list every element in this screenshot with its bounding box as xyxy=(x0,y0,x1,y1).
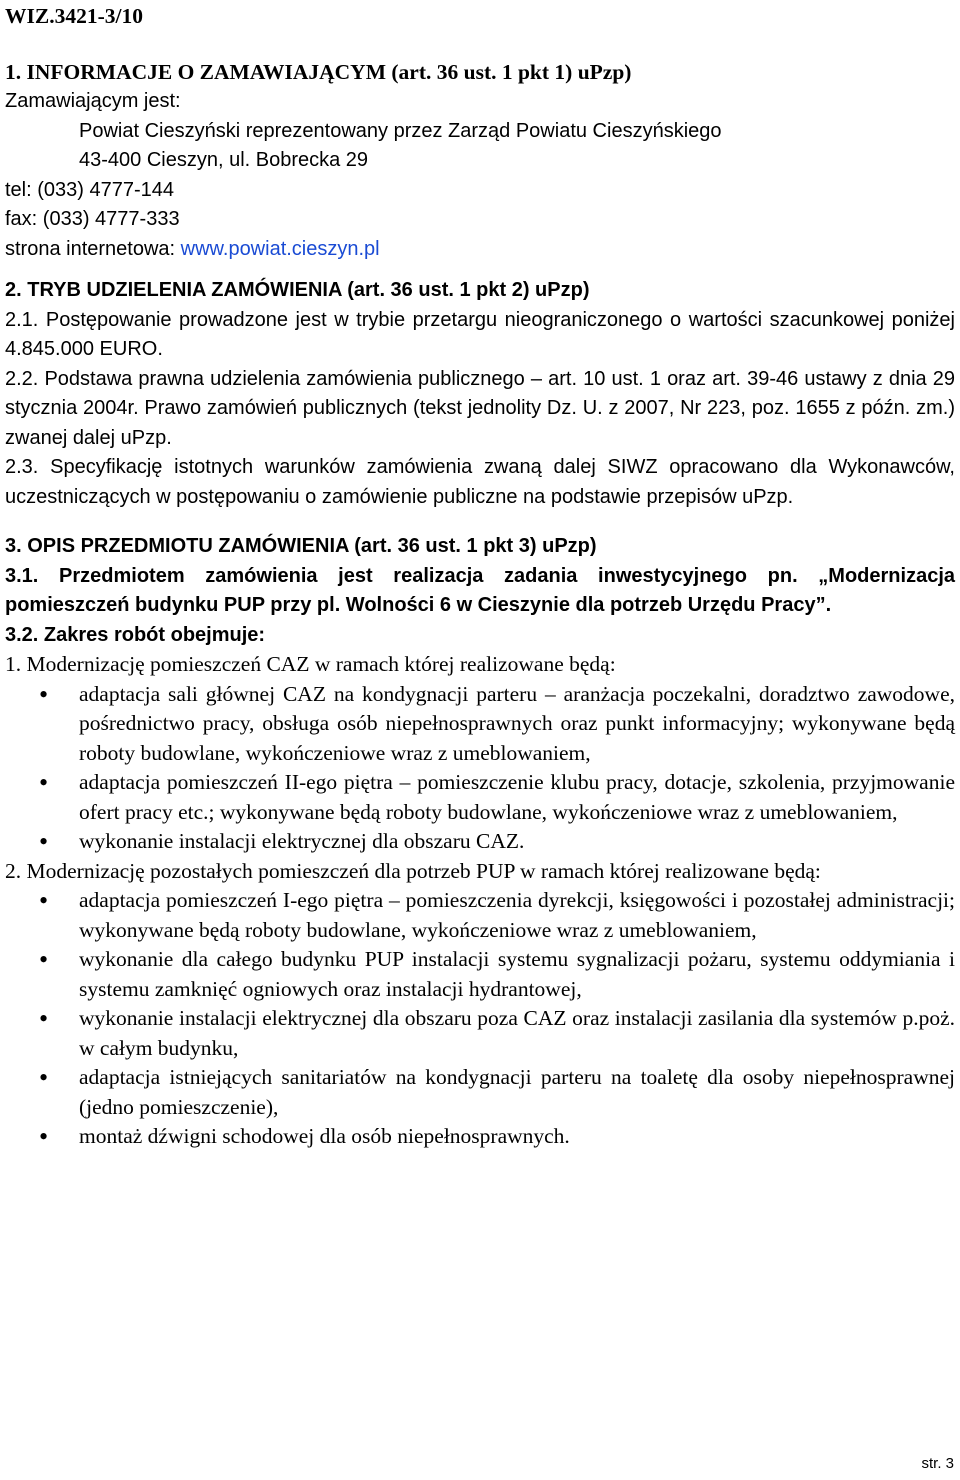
website-link[interactable]: www.powiat.cieszyn.pl xyxy=(180,237,380,260)
scope-item-2: 2. Modernizację pozostałych pomieszczeń dla potrzeb PUP w ramach której realizowane będą: xyxy=(5,858,821,883)
list-item: • adaptacja pomieszczeń I-ego piętra – pomieszczenia dyrekcji, księgowości i pozostałej administracji; wykonywane będą roboty budowlane, wykończeniowe wraz z umeblowaniem, xyxy=(5,886,955,945)
website-line xyxy=(5,235,955,265)
scope-item-2-list xyxy=(5,886,955,1152)
document-id: WIZ.3421-3/10 xyxy=(5,4,143,28)
list-item: • adaptacja istniejących sanitariatów na kondygnacji parteru na toaletę dla osoby niepełnosprawnej (jedno pomieszczenie), xyxy=(5,1063,955,1122)
contracting-intro: Zamawiającym jest: xyxy=(5,90,181,112)
contracting-authority: Powiat Cieszyński reprezentowany przez Zarząd Powiatu Cieszyńskiego xyxy=(79,119,722,142)
section-2-2: 2.2. Podstawa prawna udzielenia zamówienia publicznego – art. 10 ust. 1 oraz art. 39-46 ustawy z dnia 29 stycznia 2004r. Prawo zamówień publicznych (tekst jednolity Dz. U. z 2007, Nr 223, poz. 1655 z późn. zm.) zwanej dalej uPzp. xyxy=(5,367,955,449)
section-3-heading: 3. OPIS PRZEDMIOTU ZAMÓWIENIA (art. 36 ust. 1 pkt 3) uPzp) xyxy=(5,535,597,557)
list-item: • adaptacja pomieszczeń II-ego piętra – pomieszczenie klubu pracy, dotacje, szkolenia, przyjmowanie ofert pracy etc.; wykonywane będą roboty budowlane, wykończeniowe wraz z umeblowaniem, xyxy=(5,768,955,827)
contracting-address: 43-400 Cieszyn, ul. Bobrecka 29 xyxy=(79,149,369,171)
list-item: • adaptacja sali głównej CAZ na kondygnacji parteru – aranżacja poczekalni, doradztwo zawodowe, pośrednictwo pracy, obsługa osób niepełnosprawnych oraz punkt informacyjny; wykonywane będą roboty budowlane, wykończeniowe wraz z umeblowaniem, xyxy=(5,680,955,769)
section-1-heading: 1. INFORMACJE O ZAMAWIAJĄCYM (art. 36 ust. 1 pkt 1) uPzp) xyxy=(5,59,632,84)
contact-fax: fax: (033) 4777-333 xyxy=(5,208,180,230)
contact-phone: tel: (033) 4777-144 xyxy=(5,178,175,201)
section-2-3: 2.3. Specyfikację istotnych warunków zamówienia zwaną dalej SIWZ opracowano dla Wykonawców, uczestniczących w postępowaniu o zamówienie publiczne na podstawie przepisów uPzp. xyxy=(5,456,955,508)
list-item: • wykonanie dla całego budynku PUP instalacji systemu sygnalizacji pożaru, systemu oddymiania i systemu zamknięć ogniowych oraz instalacji hydrantowej, xyxy=(5,945,955,1004)
list-item: • wykonanie instalacji elektrycznej dla obszaru poza CAZ oraz instalacji zasilania dla systemów p.poż. w całym budynku, xyxy=(5,1004,955,1063)
section-2-1: 2.1. Postępowanie prowadzone jest w trybie przetargu nieograniczonego o wartości szacunkowej poniżej 4.845.000 EURO. xyxy=(5,308,955,360)
website-label: strona internetowa: xyxy=(5,237,181,260)
list-item: • wykonanie instalacji elektrycznej dla obszaru CAZ. xyxy=(5,827,955,857)
list-item: • montaż dźwigni schodowej dla osób niepełnosprawnych. xyxy=(5,1122,955,1152)
scope-item-1-list xyxy=(5,680,955,857)
scope-item-1: 1. Modernizację pomieszczeń CAZ w ramach której realizowane będą: xyxy=(5,652,616,676)
section-2-heading: 2. TRYB UDZIELENIA ZAMÓWIENIA (art. 36 ust. 1 pkt 2) uPzp) xyxy=(5,279,590,301)
section-3-1: 3.1. Przedmiotem zamówienia jest realizacja zadania inwestycyjnego pn. „Modernizacja pomieszczeń budynku PUP przy pl. Wolności 6 w Cieszynie dla potrzeb Urzędu Pracy”. xyxy=(5,564,955,616)
section-3-2: 3.2. Zakres robót obejmuje: xyxy=(5,623,266,646)
page-number: str. 3 xyxy=(921,1454,954,1472)
